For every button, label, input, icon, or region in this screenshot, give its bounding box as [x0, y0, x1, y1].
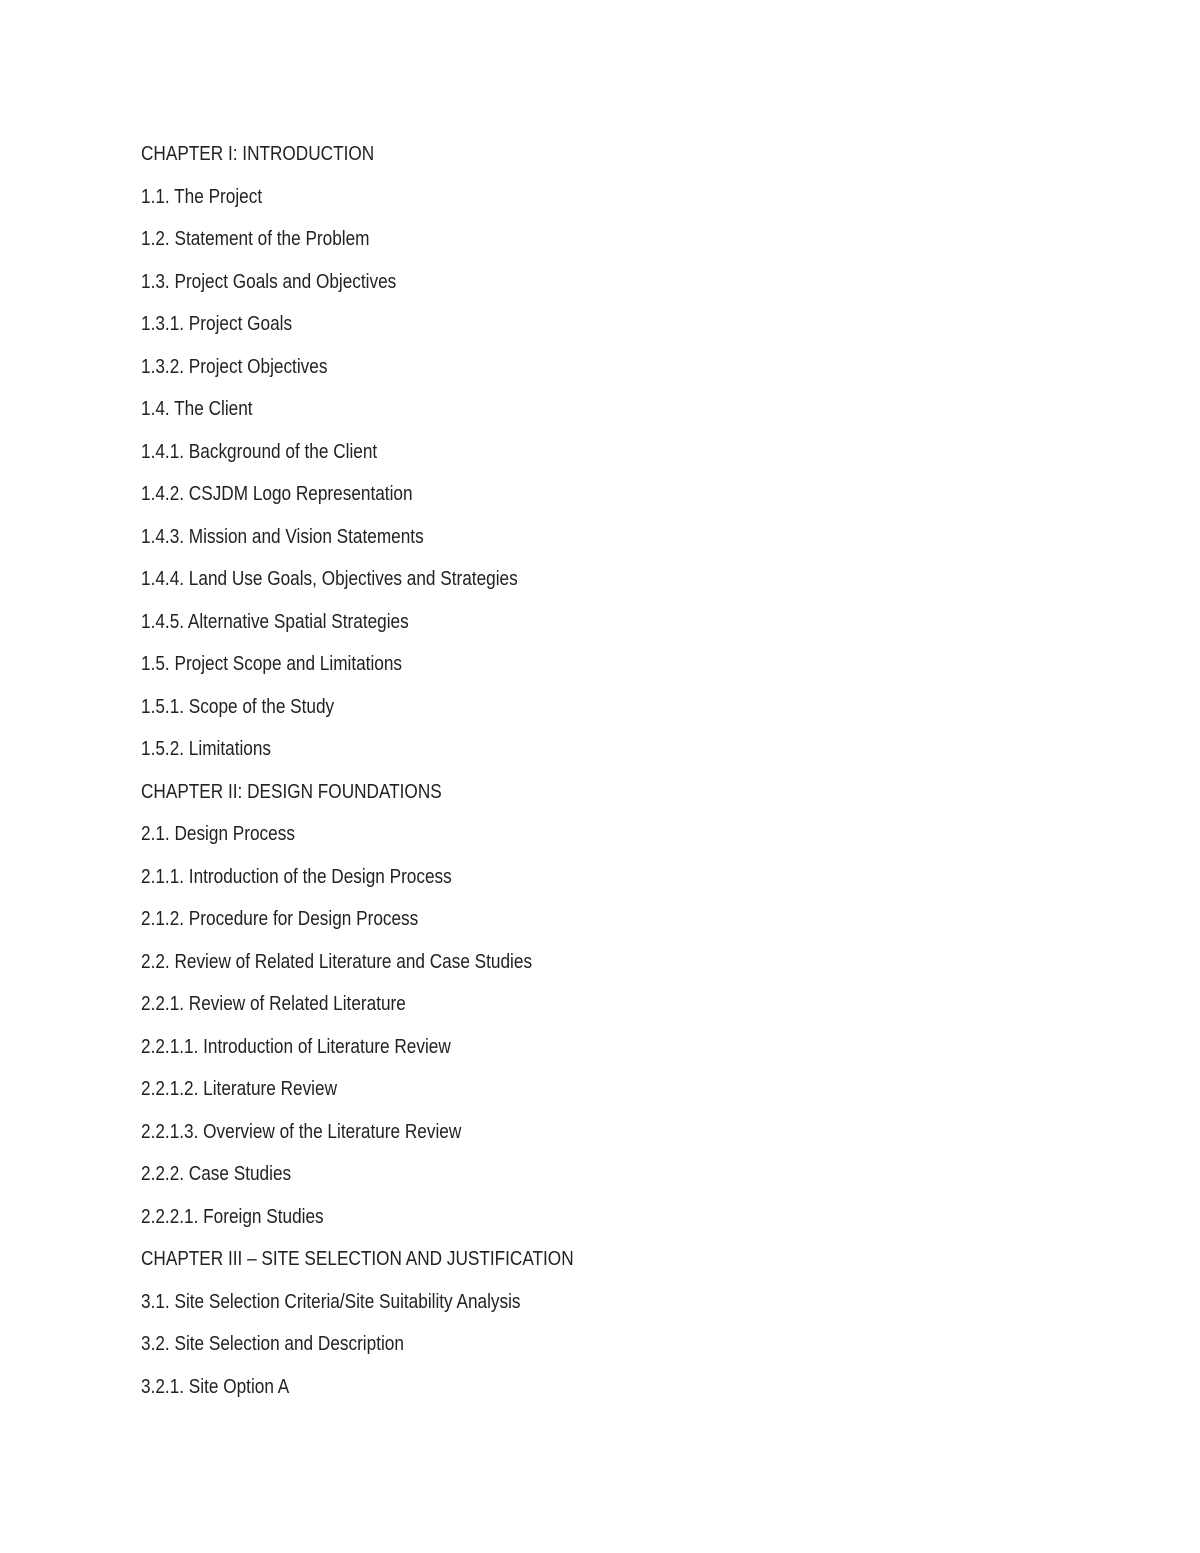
toc-entry: 2.2.1. Review of Related Literature — [141, 993, 406, 1015]
toc-entry: 1.4.5. Alternative Spatial Strategies — [141, 610, 409, 633]
toc-entry: 2.2.1.2. Literature Review — [141, 1078, 337, 1100]
toc-entry: 1.5. Project Scope and Limitations — [141, 653, 403, 675]
toc-entry: 1.4.1. Background of the Client — [141, 440, 378, 463]
toc-entry: 2.1.2. Procedure for Design Process — [141, 908, 419, 930]
toc-entry: 1.2. Statement of the Problem — [141, 228, 370, 250]
toc-entry: 2.2.2.1. Foreign Studies — [141, 1205, 324, 1228]
toc-entry: 2.2.1.1. Introduction of Literature Review — [141, 1035, 451, 1058]
toc-chapter-heading: CHAPTER III – SITE SELECTION AND JUSTIFICATION — [141, 1248, 574, 1270]
toc-entry: 1.3.2. Project Objectives — [141, 355, 328, 378]
toc-entry: 2.1. Design Process — [141, 823, 295, 845]
toc-entry: 3.2. Site Selection and Description — [141, 1333, 404, 1355]
table-of-contents — [141, 140, 644, 1415]
toc-entry: 1.5.1. Scope of the Study — [141, 695, 335, 718]
toc-chapter-heading: CHAPTER I: INTRODUCTION — [141, 143, 375, 165]
toc-entry: 1.3. Project Goals and Objectives — [141, 270, 397, 293]
toc-entry: 1.3.1. Project Goals — [141, 313, 293, 335]
toc-entry: 2.2. Review of Related Literature and Case Studies — [141, 950, 533, 973]
toc-entry: 2.1.1. Introduction of the Design Process — [141, 865, 452, 888]
toc-entry: 1.4.3. Mission and Vision Statements — [141, 525, 424, 548]
toc-entry: 1.4. The Client — [141, 398, 253, 420]
toc-entry: 1.5.2. Limitations — [141, 738, 272, 760]
toc-entry: 2.2.1.3. Overview of the Literature Review — [141, 1120, 462, 1143]
toc-entry: 3.1. Site Selection Criteria/Site Suitability Analysis — [141, 1290, 521, 1313]
toc-entry: 1.4.2. CSJDM Logo Representation — [141, 483, 413, 505]
toc-entry: 3.2.1. Site Option A — [141, 1375, 290, 1398]
toc-entry: 1.4.4. Land Use Goals, Objectives and Strategies — [141, 568, 518, 590]
toc-chapter-heading: CHAPTER II: DESIGN FOUNDATIONS — [141, 780, 442, 803]
toc-entry: 1.1. The Project — [141, 185, 263, 208]
toc-entry: 2.2.2. Case Studies — [141, 1163, 292, 1185]
